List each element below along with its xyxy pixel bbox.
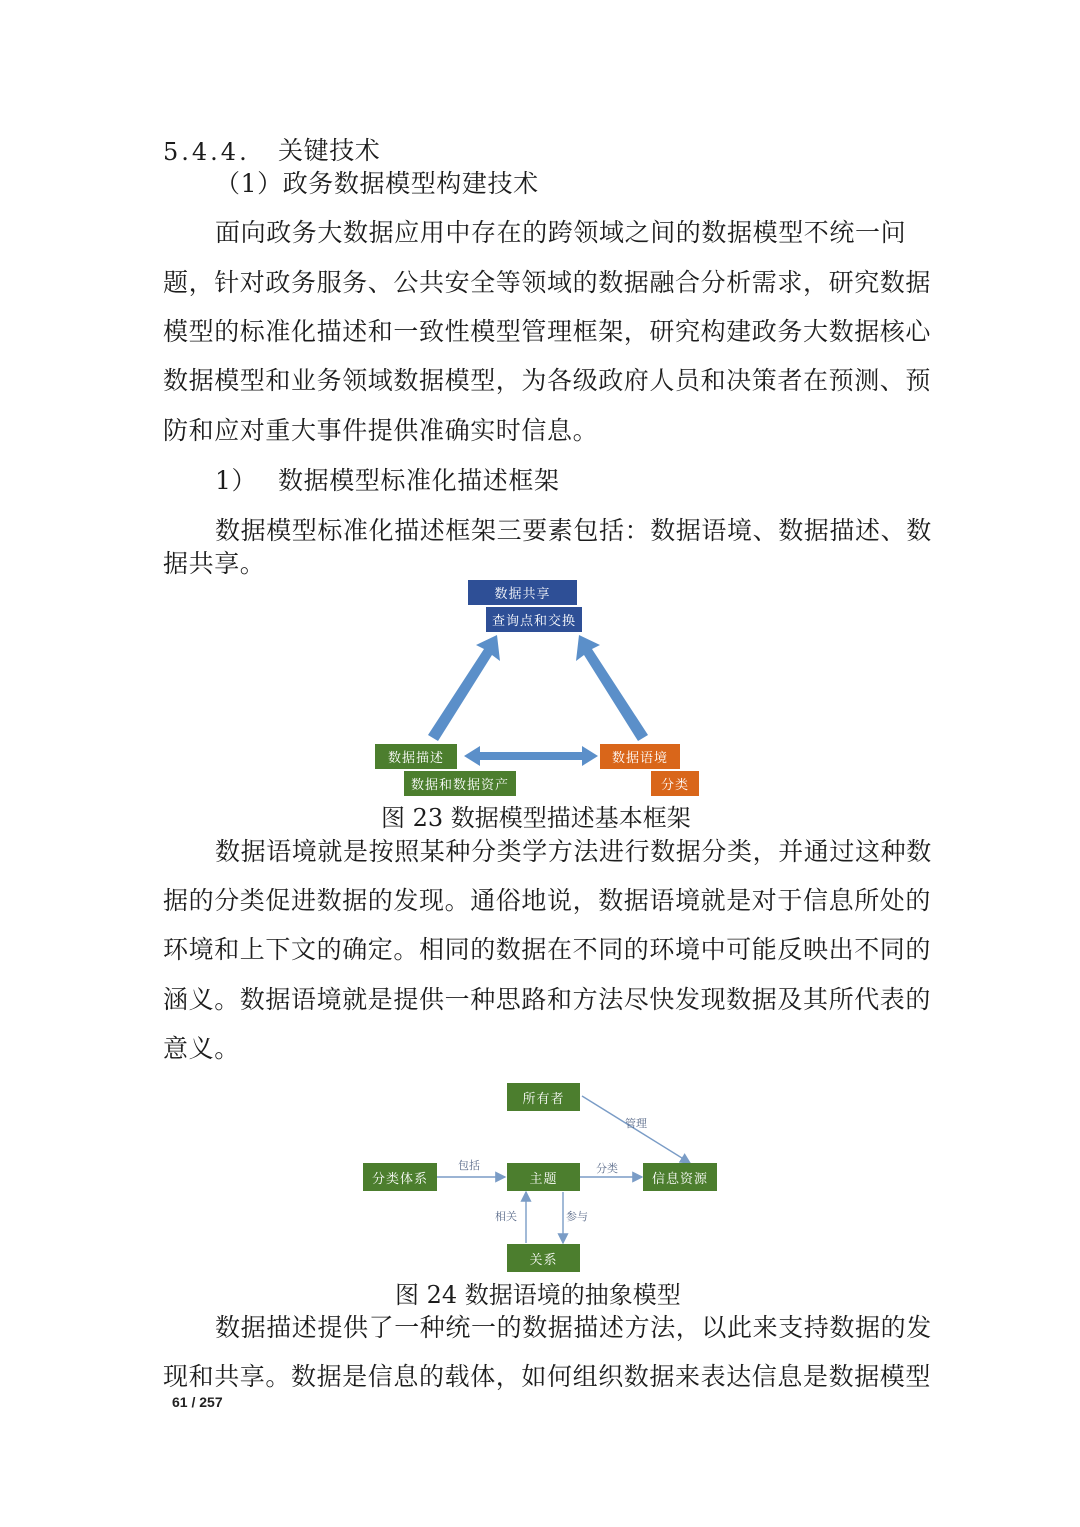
paragraph-1-line: 面向政务大数据应用中存在的跨领域之间的数据模型不统一问 [215,218,907,247]
figure-23-caption: 图 23 数据模型描述基本框架 [381,804,691,832]
section-title: 关键技术 [278,136,381,165]
node-subject: 主题 [507,1163,580,1191]
node-owner: 所有者 [507,1083,580,1111]
arrow-up-right [576,635,648,741]
edge-label-participate: 参与 [566,1210,588,1223]
box-data-assets: 数据和数据资产 [404,771,516,796]
edge-label-include: 包括 [458,1159,480,1172]
box-data-sharing: 数据共享 [468,580,577,605]
arrow-horizontal-double [464,746,598,766]
box-data-description: 数据描述 [375,744,457,769]
section-number: 5.4.4. [163,138,250,166]
paragraph-3-line: 据的分类促进数据的发现。通俗地说，数据语境就是对于信息所处的 [163,886,932,915]
node-info-resource: 信息资源 [643,1163,717,1191]
node-relation: 关系 [507,1244,580,1272]
node-taxonomy: 分类体系 [363,1163,437,1191]
paragraph-2-line: 数据模型标准化描述框架三要素包括：数据语境、数据描述、数 [215,516,932,545]
box-query-exchange: 查询点和交换 [486,607,582,632]
paragraph-4-line: 现和共享。数据是信息的载体，如何组织数据来表达信息是数据模型 [163,1362,932,1391]
figure-24-diagram [360,1078,730,1278]
paragraph-1-line: 模型的标准化描述和一致性模型管理框架，研究构建政务大数据核心 [163,317,932,346]
item-title: 数据模型标准化描述框架 [278,466,560,495]
paragraph-1-line: 数据模型和业务领域数据模型，为各级政府人员和决策者在预测、预 [163,366,932,395]
paragraph-4-line: 数据描述提供了一种统一的数据描述方法，以此来支持数据的发 [215,1313,932,1342]
paragraph-3-line: 涵义。数据语境就是提供一种思路和方法尽快发现数据及其所代表的 [163,985,932,1014]
paragraph-2-line: 据共享。 [163,549,266,578]
page-number: 61 / 257 [172,1394,223,1410]
paragraph-3-line: 意义。 [163,1034,240,1063]
edge-label-related: 相关 [495,1210,517,1223]
arrow-up-left [428,635,500,741]
item-number: 1） [215,466,258,495]
paragraph-1-line: 防和应对重大事件提供准确实时信息。 [163,416,599,445]
edge-label-manage: 管理 [625,1117,647,1130]
box-data-context: 数据语境 [600,744,680,769]
box-classification: 分类 [651,771,699,796]
edge-label-classify: 分类 [596,1162,618,1175]
paragraph-3-line: 数据语境就是按照某种分类学方法进行数据分类，并通过这种数 [215,837,932,866]
paragraph-1-line: 题，针对政务服务、公共安全等领域的数据融合分析需求，研究数据 [163,268,932,297]
subsection-title: （1）政务数据模型构建技术 [215,169,539,198]
figure-23-diagram [360,575,720,800]
figure-24-caption: 图 24 数据语境的抽象模型 [395,1281,681,1309]
paragraph-3-line: 环境和上下文的确定。相同的数据在不同的环境中可能反映出不同的 [163,935,932,964]
